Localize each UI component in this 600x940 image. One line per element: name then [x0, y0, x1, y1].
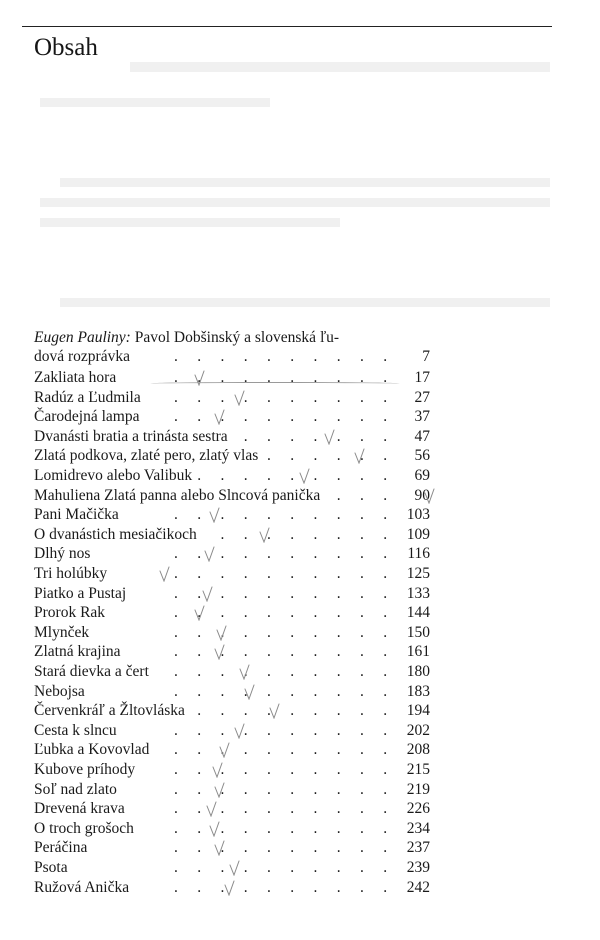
- toc-entry: [34, 799, 430, 819]
- pencil-check-mark-icon: [244, 684, 256, 698]
- toc-entry: [34, 721, 430, 741]
- pencil-check-mark-icon: [206, 801, 218, 815]
- toc-entry: [34, 584, 430, 604]
- toc-entry: [34, 564, 430, 584]
- toc-entry: [34, 368, 430, 388]
- toc-entry: [34, 505, 430, 525]
- pencil-check-mark-icon: [259, 527, 271, 541]
- pencil-check-mark-icon: [224, 880, 236, 894]
- toc-entry-title: Dvanásti bratia a trinásta sestra: [34, 427, 232, 447]
- pencil-check-mark-icon: [299, 468, 311, 482]
- intro-entry: [34, 328, 339, 348]
- toc-entry-page: 194: [403, 701, 430, 721]
- pencil-check-mark-icon: [229, 860, 241, 874]
- toc-entry: [34, 740, 430, 760]
- toc-entry-title: Mlynček: [34, 623, 93, 643]
- toc-entry-page: 226: [403, 799, 430, 819]
- toc-entry-title: Dlhý nos: [34, 544, 94, 564]
- toc-entry-title: Prorok Rak: [34, 603, 109, 623]
- toc-entry: [34, 388, 430, 408]
- toc-entry: [34, 446, 430, 466]
- toc-entry: [34, 642, 430, 662]
- toc-entry: [34, 682, 430, 702]
- toc-entry-title: O troch grošoch: [34, 819, 138, 839]
- pencil-check-mark-icon: [324, 429, 336, 443]
- pencil-check-mark-icon: [212, 762, 224, 776]
- toc-entry-title: O dvanástich mesiačikoch: [34, 525, 201, 545]
- toc-entry: [34, 819, 430, 839]
- toc-entry-page: 202: [403, 721, 430, 741]
- toc-entry-page: 180: [403, 662, 430, 682]
- leader-dots: [34, 858, 396, 878]
- toc-entry-page: 237: [403, 838, 430, 858]
- toc-entry: [34, 427, 430, 447]
- toc-entry-title: Ľubka a Kovovlad: [34, 740, 153, 760]
- toc-entry-page: 239: [403, 858, 430, 878]
- toc-entry-title: Radúz a Ľudmila: [34, 388, 145, 408]
- pencil-check-mark-icon: [209, 821, 221, 835]
- toc-entry-page: 69: [411, 466, 431, 486]
- toc-entry-page: 150: [403, 623, 430, 643]
- pencil-check-mark-icon: [269, 703, 281, 717]
- toc-entry-page: 144: [403, 603, 430, 623]
- toc-entry-title: Ružová Anička: [34, 878, 133, 898]
- toc-entry-title: Mahuliena Zlatá panna alebo Slncová panička: [34, 486, 324, 506]
- toc-entry-title: Drevená krava: [34, 799, 129, 819]
- pencil-check-mark-icon: [214, 840, 226, 854]
- toc-entry: [34, 760, 430, 780]
- toc-entry-title: Stará dievka a čert: [34, 662, 153, 682]
- toc-entry-title: Cesta k slncu: [34, 721, 121, 741]
- intro-page-number: 7: [418, 347, 430, 367]
- toc-entry-title: Kubove príhody: [34, 760, 139, 780]
- toc-entry: [34, 486, 430, 506]
- toc-entry-page: 125: [403, 564, 430, 584]
- intro-entry-line2: [34, 347, 430, 367]
- pencil-check-mark-icon: [214, 409, 226, 423]
- pencil-underline: [150, 382, 400, 385]
- pencil-check-mark-icon: [424, 488, 436, 502]
- toc-entry-page: 133: [403, 584, 430, 604]
- toc-entry: [34, 623, 430, 643]
- toc-entry-page: 234: [403, 819, 430, 839]
- page-title: Obsah: [34, 34, 98, 61]
- toc-entry-page: 47: [411, 427, 431, 447]
- toc-entry-page: 116: [403, 544, 430, 564]
- pencil-check-mark-icon: [194, 605, 206, 619]
- top-rule: [22, 26, 552, 27]
- intro-author: Eugen Pauliny:: [34, 329, 131, 346]
- pencil-check-mark-icon: [202, 586, 214, 600]
- toc-entry-title: Pani Mačička: [34, 505, 123, 525]
- toc-entry: [34, 525, 430, 545]
- pencil-check-mark-icon: [216, 625, 228, 639]
- intro-title-line2: dová rozprávka: [34, 347, 134, 367]
- toc-entry-title: Zlatná krajina: [34, 642, 125, 662]
- toc-entry-page: 161: [403, 642, 430, 662]
- toc-entry: [34, 544, 430, 564]
- toc-entry-page: 215: [403, 760, 430, 780]
- intro-title-line1: Pavol Dobšinský a slovenská ľu-: [134, 329, 340, 346]
- toc-entry-page: 90: [411, 486, 431, 506]
- toc-entry-page: 109: [403, 525, 430, 545]
- pencil-check-mark-icon: [219, 742, 231, 756]
- pencil-check-mark-icon: [239, 664, 251, 678]
- toc-entry-title: Piatko a Pustaj: [34, 584, 130, 604]
- pencil-check-mark-icon: [204, 546, 216, 560]
- toc-entry-title: Psota: [34, 858, 72, 878]
- toc-entry-page: 27: [411, 388, 431, 408]
- toc-entry-page: 183: [403, 682, 430, 702]
- pencil-check-mark-icon: [354, 448, 366, 462]
- toc-entry-page: 103: [403, 505, 430, 525]
- toc-entry-title: Lomidrevo alebo Valibuk: [34, 466, 196, 486]
- pencil-check-mark-icon: [234, 390, 246, 404]
- toc-entry: [34, 662, 430, 682]
- toc-entry-page: 17: [411, 368, 431, 388]
- pencil-check-mark-icon: [209, 507, 221, 521]
- toc-entry-page: 208: [403, 740, 430, 760]
- pencil-check-mark-icon: [214, 782, 226, 796]
- toc-entry: [34, 838, 430, 858]
- pencil-check-mark-icon: [214, 644, 226, 658]
- toc-entry: [34, 701, 430, 721]
- toc-entry-page: 219: [403, 780, 430, 800]
- toc-entry-title: Zlatá podkova, zlaté pero, zlatý vlas: [34, 446, 262, 466]
- pencil-check-mark-icon: [159, 566, 171, 580]
- toc-entry-title: Čarodejná lampa: [34, 407, 143, 427]
- toc-entry-title: Soľ nad zlato: [34, 780, 121, 800]
- toc-entry: [34, 603, 430, 623]
- toc-entry-title: Peráčina: [34, 838, 91, 858]
- pencil-check-mark-icon: [234, 723, 246, 737]
- toc-entry-title: Červenkráľ a Žltovláska: [34, 701, 189, 721]
- toc-entry-title: Zakliata hora: [34, 368, 120, 388]
- toc-entry: [34, 466, 430, 486]
- toc-entry-page: 37: [411, 407, 431, 427]
- toc-entry: [34, 407, 430, 427]
- toc-entry-page: 242: [403, 878, 430, 898]
- toc-entry-page: 56: [411, 446, 431, 466]
- toc-entry-title: Nebojsa: [34, 682, 89, 702]
- toc-entry-title: Tri holúbky: [34, 564, 111, 584]
- toc-entry: [34, 780, 430, 800]
